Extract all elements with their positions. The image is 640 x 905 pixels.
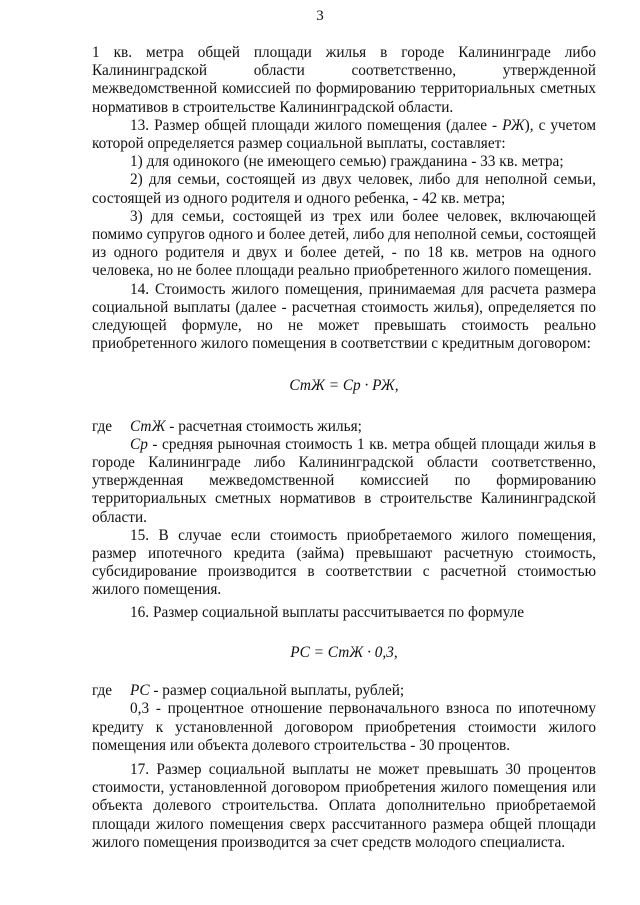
definition-2 [92, 436, 596, 527]
def1-symbol: СтЖ [130, 417, 166, 435]
paragraph-continuation: 1 кв. метра общей площади жилья в городе Калининграде либо Калининградской области соответственно, утвержденной межведомственной комиссией по формированию территориальных сметных нормативов в строительстве Калининградской области. [92, 44, 596, 116]
def1-text: - расчетная стоимость жилья; [165, 417, 362, 435]
formula-1: СтЖ = Ср · РЖ, [289, 377, 399, 395]
list-item-3: 3) для семьи, состоящей из трех или более человек, включающей помимо супругов одного и более детей, либо для неполной семьи, состоящей из одного родителя и двух и более детей, - по 18 кв. метров на одного человека, но не более площади реально приобретенного жилого помещения. [92, 207, 596, 280]
definition-3 [92, 682, 596, 700]
paragraph-15: 15. В случае если стоимость приобретаемого жилого помещения, размер ипотечного кредита (займа) превышают расчетную стоимость, субсидирование производится в соответствии с расчетной стоимостью жилого помещения. [92, 526, 596, 599]
definition-1 [92, 418, 596, 436]
p13-rest: ), с учетом которой определяется размер социальной выплаты, составляет: [92, 116, 596, 153]
p13-abbr: РЖ [502, 116, 525, 134]
document-body [92, 44, 596, 852]
definition-4: 0,3 - процентное отношение первоначального взноса по ипотечному кредиту к установленной договором приобретения стоимости жилого помещения или объекта долевого строительства - 30 процентов. [92, 700, 596, 754]
where-word: где [92, 417, 113, 435]
paragraph-16: 16. Размер социальной выплаты рассчитывается по формуле [130, 603, 525, 621]
paragraph-14: 14. Стоимость жилого помещения, принимаемая для расчета размера социальной выплаты (далее - расчетная стоимость жилья), определяется по следующей формуле, но не может превышать стоимость реально приобретенного жилого помещения в соответствии с кредитным договором: [92, 280, 596, 353]
def2-text: - средняя рыночная стоимость 1 кв. метра общей площади жилья в городе Калининграде либо Калининградской области соответственно, утвержденная межведомственной комиссией по формированию территориальных сметных нормативов в строительстве Калининградской области. [92, 435, 596, 526]
def2-symbol: Ср [130, 435, 148, 453]
list-item-2: 2) для семьи, состоящей из двух человек, либо для неполной семьи, состоящей из одного родителя и одного ребенка, - 42 кв. метра; [92, 171, 596, 207]
p13-intro: 13. Размер общей площади жилого помещения (далее - [130, 116, 503, 134]
formula-2: РС = СтЖ · 0,3, [290, 643, 398, 661]
paragraph-17: 17. Размер социальной выплаты не может превышать 30 процентов стоимости, установленной договором приобретения жилого помещения или объекта долевого строительства. Оплата дополнительно приобретаемой площади жилого помещения сверх рассчитанного размера общей площади жилого помещения производится за счет средств молодого специалиста. [92, 760, 596, 851]
def3-text: - размер социальной выплаты, рублей; [149, 682, 405, 700]
where-word-2: где [92, 682, 113, 700]
list-item-1: 1) для одинокого (не имеющего семью) гражданина - 33 кв. метра; [130, 153, 564, 171]
page-number: 3 [316, 8, 324, 24]
paragraph-13 [92, 117, 596, 153]
def3-symbol: РС [130, 682, 150, 700]
